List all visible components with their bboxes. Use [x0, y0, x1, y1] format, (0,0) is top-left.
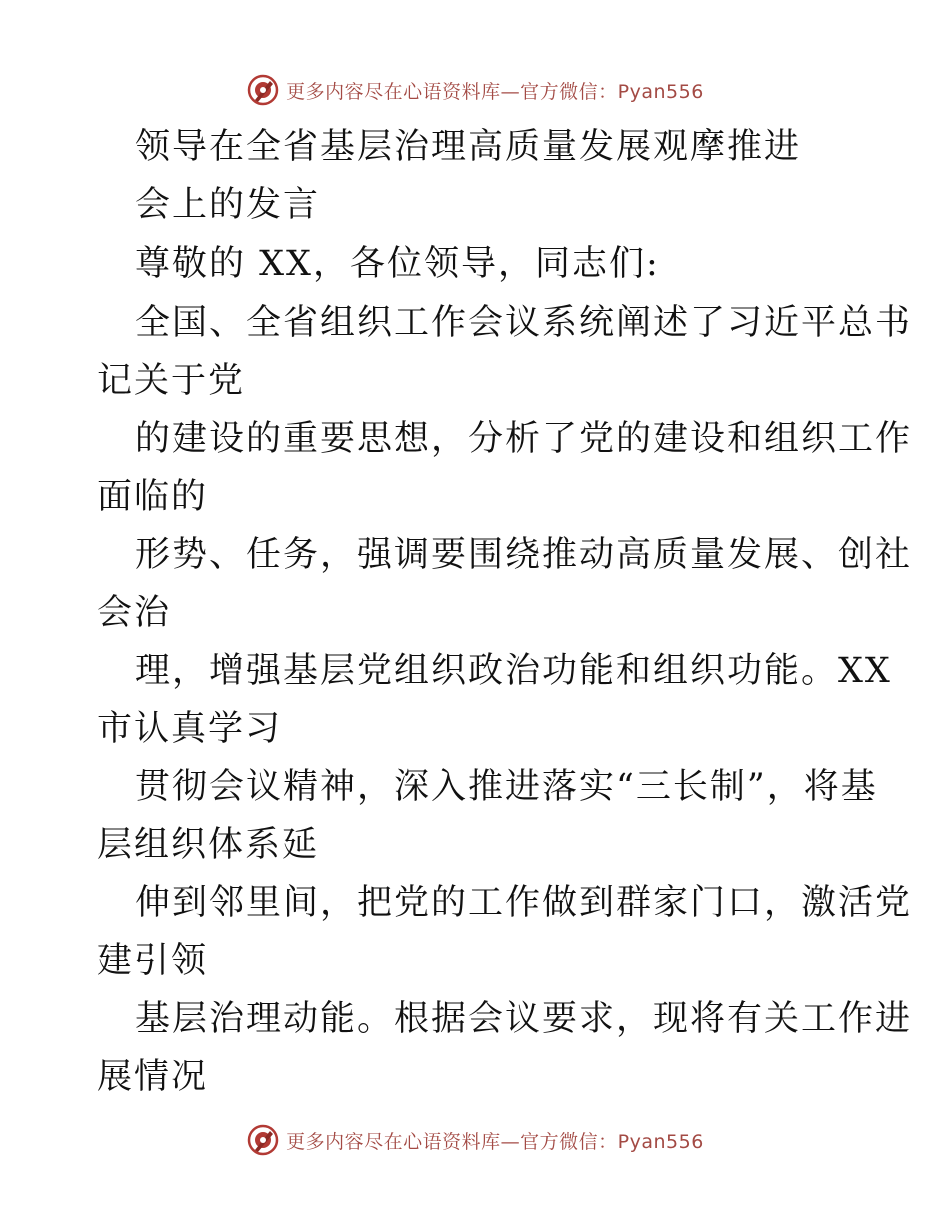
paragraph-line: 展情况: [97, 1057, 209, 1097]
paragraph-line: 市认真学习: [97, 709, 283, 749]
paragraph-line: 理，增强基层党组织政治功能和组织功能。XX: [135, 651, 892, 691]
paragraph-line: 全国、全省组织工作会议系统阐述了习近平总书: [135, 303, 913, 343]
paragraph-line: 伸到邻里间，把党的工作做到群家门口，激活党: [135, 883, 913, 923]
title-line-1: 领导在全省基层治理高质量发展观摩推进: [135, 127, 802, 167]
pen-logo-icon: [246, 1123, 280, 1157]
paragraph-line: 层组织体系延: [97, 825, 320, 865]
paragraph-line: 建引领: [97, 941, 209, 981]
watermark-text: 更多内容尽在心语资料库—官方微信：Pyan556: [286, 80, 704, 103]
paragraph-line: 基层治理动能。根据会议要求，现将有关工作进: [135, 999, 913, 1039]
paragraph-line: 贯彻会议精神，深入推进落实“三长制”，将基: [135, 767, 878, 807]
watermark-text: 更多内容尽在心语资料库—官方微信：Pyan556: [286, 1130, 704, 1153]
paragraph-line: 形势、任务，强调要围绕推动高质量发展、创社: [135, 535, 913, 575]
paragraph-line: 会治: [97, 593, 172, 633]
title-line-2: 会上的发言: [135, 185, 321, 225]
footer-watermark: [0, 1120, 950, 1160]
paragraph-line: 记关于党: [97, 361, 246, 401]
paragraph-line: 面临的: [97, 477, 209, 517]
salutation: 尊敬的 XX，各位领导，同志们:: [135, 244, 660, 284]
paragraph-line: 的建设的重要思想，分析了党的建设和组织工作: [135, 419, 913, 459]
